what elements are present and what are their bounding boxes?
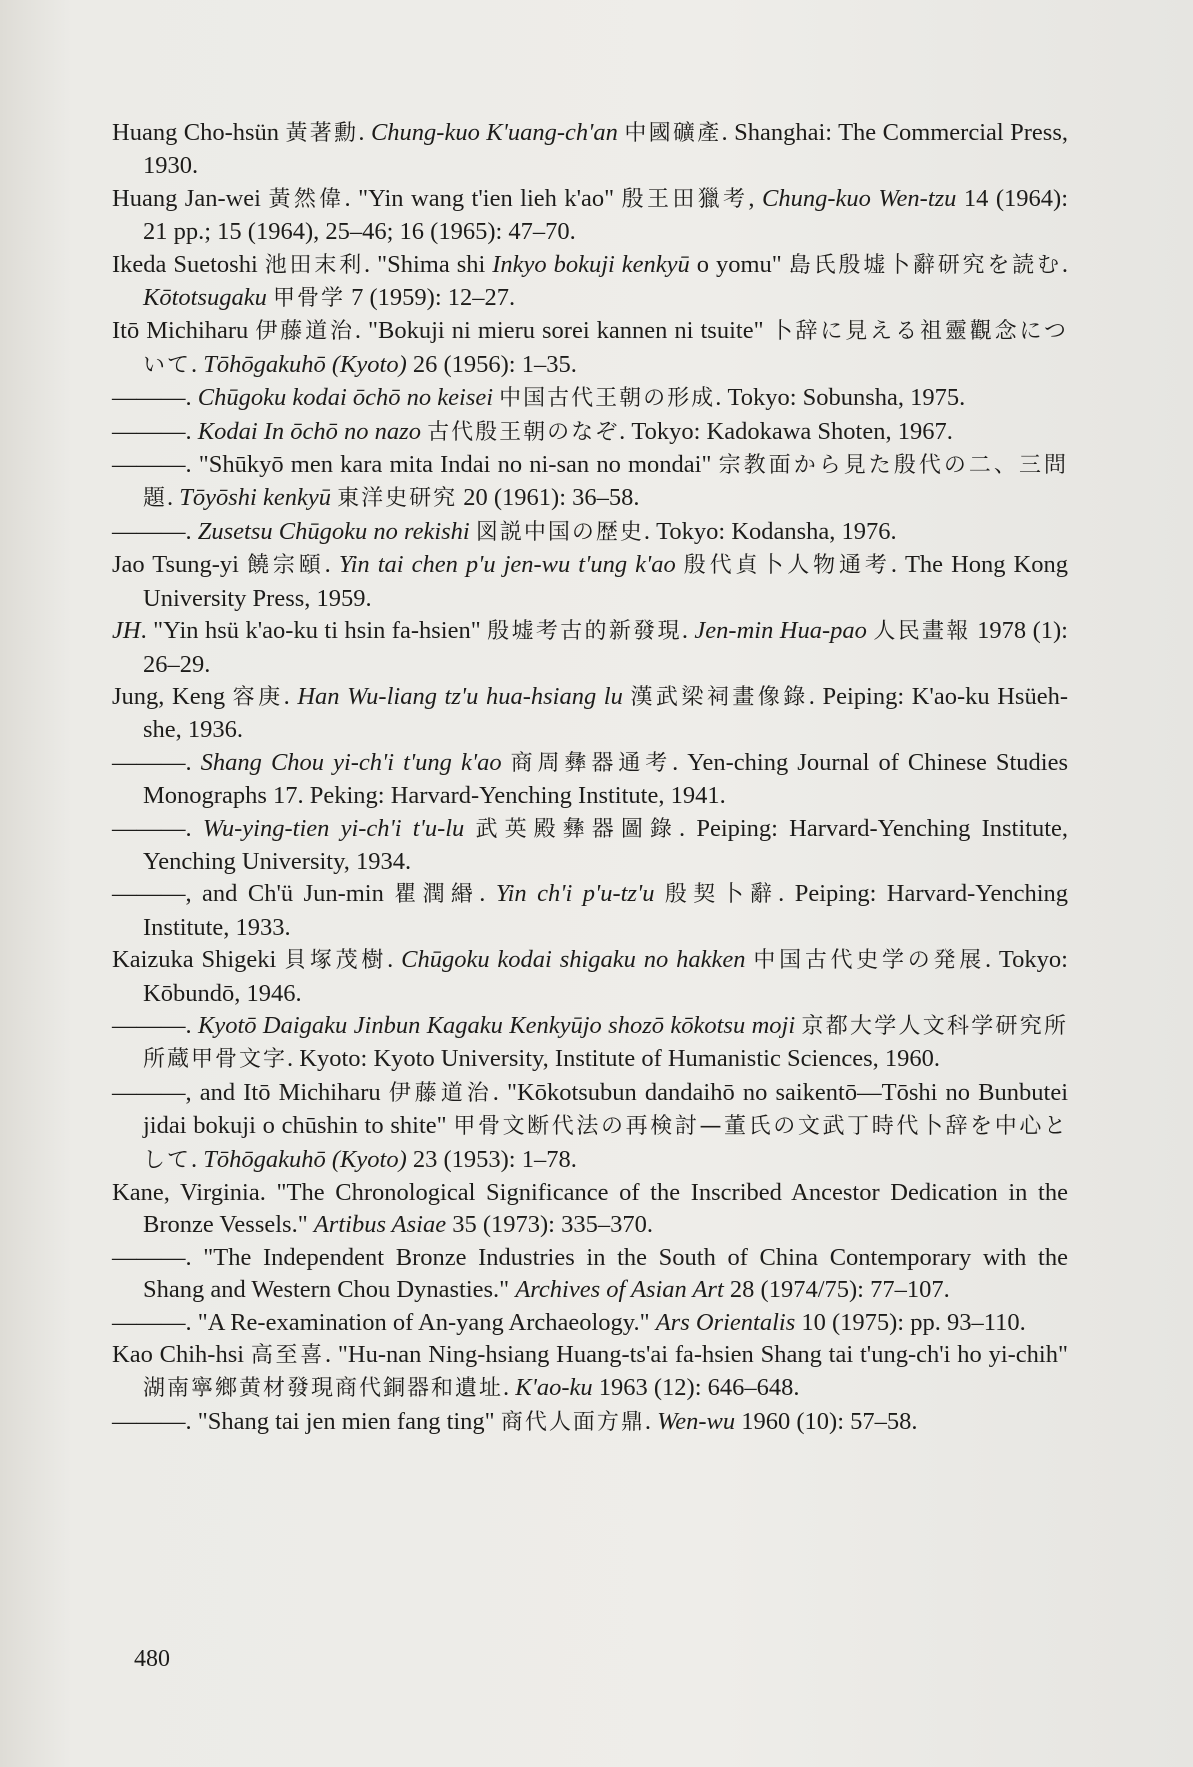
bibliography-entry: Huang Jan-wei 黃然偉. "Yin wang t'ien lieh k'ao" 殷王田獵考, Chung-kuo Wen-tzu 14 (1964): 21 pp.; 15 (1964), 25–46; 16 (1965): 47–70. (112, 184, 1068, 246)
page-number: 480 (134, 1646, 170, 1672)
bibliography-entry: JH. "Yin hsü k'ao-ku ti hsin fa-hsien" 殷墟考古的新發現. Jen-min Hua-pao 人民畫報 1978 (1): 26–29. (112, 617, 1068, 678)
bibliography-entry: Jung, Keng 容庚. Han Wu-liang tz'u hua-hsiang lu 漢武梁祠畫像錄. Peiping: K'ao-ku Hsüeh-she, 1936. (112, 682, 1068, 744)
bibliography-entry: ———, and Ch'ü Jun-min 瞿潤緡. Yin ch'i p'u-tz'u 殷契卜辭. Peiping: Harvard-Yenching Institute, 1933. (112, 880, 1069, 941)
bibliography-entry: Jao Tsung-yi 饒宗頤. Yin tai chen p'u jen-wu t'ung k'ao 殷代貞卜人物通考. The Hong Kong University Press, 1959. (112, 551, 1068, 612)
bibliography-entry: ———. Kodai In ōchō no nazo 古代殷王朝のなぞ. Tokyo: Kadokawa Shoten, 1967. (112, 417, 953, 445)
bibliography-entry: ———. Zusetsu Chūgoku no rekishi 図説中国の歴史. Tokyo: Kodansha, 1976. (112, 517, 897, 545)
bibliography-entry: ———. "Shang tai jen mien fang ting" 商代人面方鼎. Wen-wu 1960 (10): 57–58. (112, 1407, 918, 1435)
bibliography-entry: Kao Chih-hsi 高至喜. "Hu-nan Ning-hsiang Huang-ts'ai fa-hsien Shang tai t'ung-ch'i ho yi-chih" 湖南寧鄉黄材發現商代銅器和遺址. K'ao-ku 1963 (12): 646–648. (112, 1341, 1068, 1402)
bibliography-entry: ———. Chūgoku kodai ōchō no keisei 中国古代王朝の形成. Tokyo: Sobunsha, 1975. (112, 384, 966, 412)
bibliography-list (112, 117, 1068, 1439)
bibliography-entry: ———. Kyotō Daigaku Jinbun Kagaku Kenkyūjo shozō kōkotsu moji 京都大学人文科学研究所所蔵甲骨文字. Kyoto: Kyoto University, Institute of Humanistic Sciences, 1960. (112, 1011, 1068, 1073)
bibliography-entry: Kaizuka Shigeki 貝塚茂樹. Chūgoku kodai shigaku no hakken 中国古代史学の発展. Tokyo: Kōbundō, 1946. (112, 946, 1068, 1007)
bibliography-entry: ———. Shang Chou yi-ch'i t'ung k'ao 商周彝器通考. Yen-ching Journal of Chinese Studies Monographs 17. Peking: Harvard-Yenching Institute, 1941. (112, 748, 1069, 810)
bibliography-entry: ———. Wu-ying-tien yi-ch'i t'u-lu 武英殿彝器圖錄. Peiping: Harvard-Yenching Institute, Yenching University, 1934. (112, 814, 1069, 875)
bibliography-entry: Itō Michiharu 伊藤道治. "Bokuji ni mieru sorei kannen ni tsuite" 卜辞に見える祖靈觀念について. Tōhōgakuhō (Kyoto) 26 (1956): 1–35. (112, 317, 1068, 378)
bibliography-entry: Ikeda Suetoshi 池田末利. "Shima shi Inkyo bokuji kenkyū o yomu" 島氏殷墟卜辭研究を読む. Kōtotsugaku 甲骨学 7 (1959): 12–27. (112, 250, 1068, 312)
bibliography-entry: ———. "The Independent Bronze Industries in the South of China Contemporary with the Shang and Western Chou Dynasties." Archives of Asian Art 28 (1974/75): 77–107. (112, 1243, 1068, 1304)
bibliography-entry: ———, and Itō Michiharu 伊藤道治. "Kōkotsubun dandaihō no saikentō—Tōshi no Bunbutei jidai bokuji o chūshin to shite" 甲骨文断代法の再検討—董氏の文武丁時代卜辞を中心として. Tōhōgakuhō (Kyoto) 23 (1953): 1–78. (112, 1078, 1068, 1173)
bibliography-entry: Kane, Virginia. "The Chronological Significance of the Inscribed Ancestor Dedication in the Bronze Vessels." Artibus Asiae 35 (1973): 335–370. (112, 1179, 1068, 1239)
bibliography-entry: Huang Cho-hsün 黃著勳. Chung-kuo K'uang-ch'an 中國礦產. Shanghai: The Commercial Press, 1930. (112, 119, 1068, 180)
bibliography-entry: ———. "A Re-examination of An-yang Archaeology." Ars Orientalis 10 (1975): pp. 93–110. (112, 1308, 1026, 1336)
bibliography-entry: ———. "Shūkyō men kara mita Indai no ni-san no mondai" 宗教面から見た殷代の二、三問題. Tōyōshi kenkyū 東洋史研究 20 (1961): 36–58. (112, 451, 1068, 512)
